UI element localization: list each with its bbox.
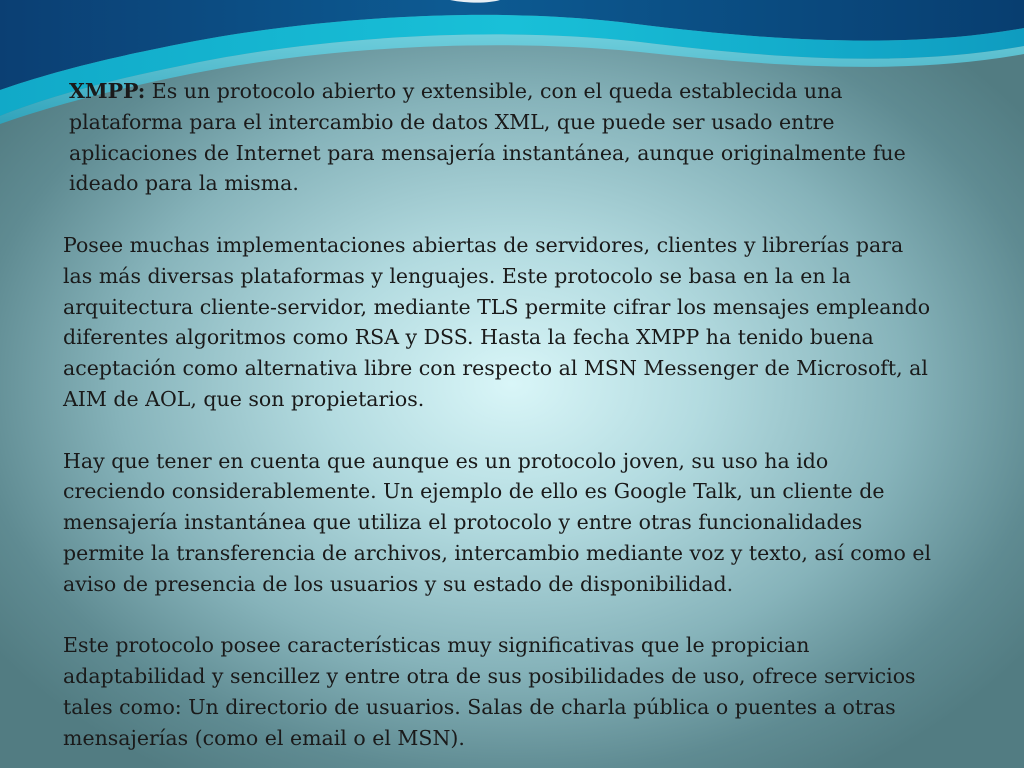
paragraph-features: Este protocolo posee características muy significativas que le propician adaptabilidad y sencillez y entre otra de sus posibilidades de uso, ofrece servicios tales como: Un directorio de usuarios. Salas de charla pública o puentes a otras mensajerías (como el email o el MSN). bbox=[63, 633, 916, 750]
paragraph-growth: Hay que tener en cuenta que aunque es un protocolo joven, su uso ha ido creciendo considerablemente. Un ejemplo de ello es Google Talk, un cliente de mensajería instantánea que utiliza el protocolo y entre otras funcionalidades permite la transferencia de archivos, intercambio mediante voz y texto, así como el aviso de presencia de los usuarios y su estado de disponibilidad. bbox=[63, 448, 932, 596]
paragraph-xmpp-definition bbox=[63, 76, 933, 199]
term-xmpp: XMPP: bbox=[69, 79, 146, 103]
paragraph-text: Es un protocolo abierto y extensible, con el queda establecida una plataforma para el intercambio de datos XML, que puede ser usado entre aplicaciones de Internet para mensajería instantánea, aunque originalmente fue ideado para la misma. bbox=[69, 79, 906, 196]
paragraph-implementations: Posee muchas implementaciones abiertas de servidores, clientes y librerías para las más diversas plataformas y lenguajes. Este protocolo se basa en la en la arquitectura cliente-servidor, mediante TLS permite cifrar los mensajes empleando diferentes algoritmos como RSA y DSS. Hasta la fecha XMPP ha tenido buena aceptación como alternativa libre con respecto al MSN Messenger de Microsoft, al AIM de AOL, que son propietarios. bbox=[63, 232, 931, 411]
slide-body bbox=[63, 76, 933, 754]
